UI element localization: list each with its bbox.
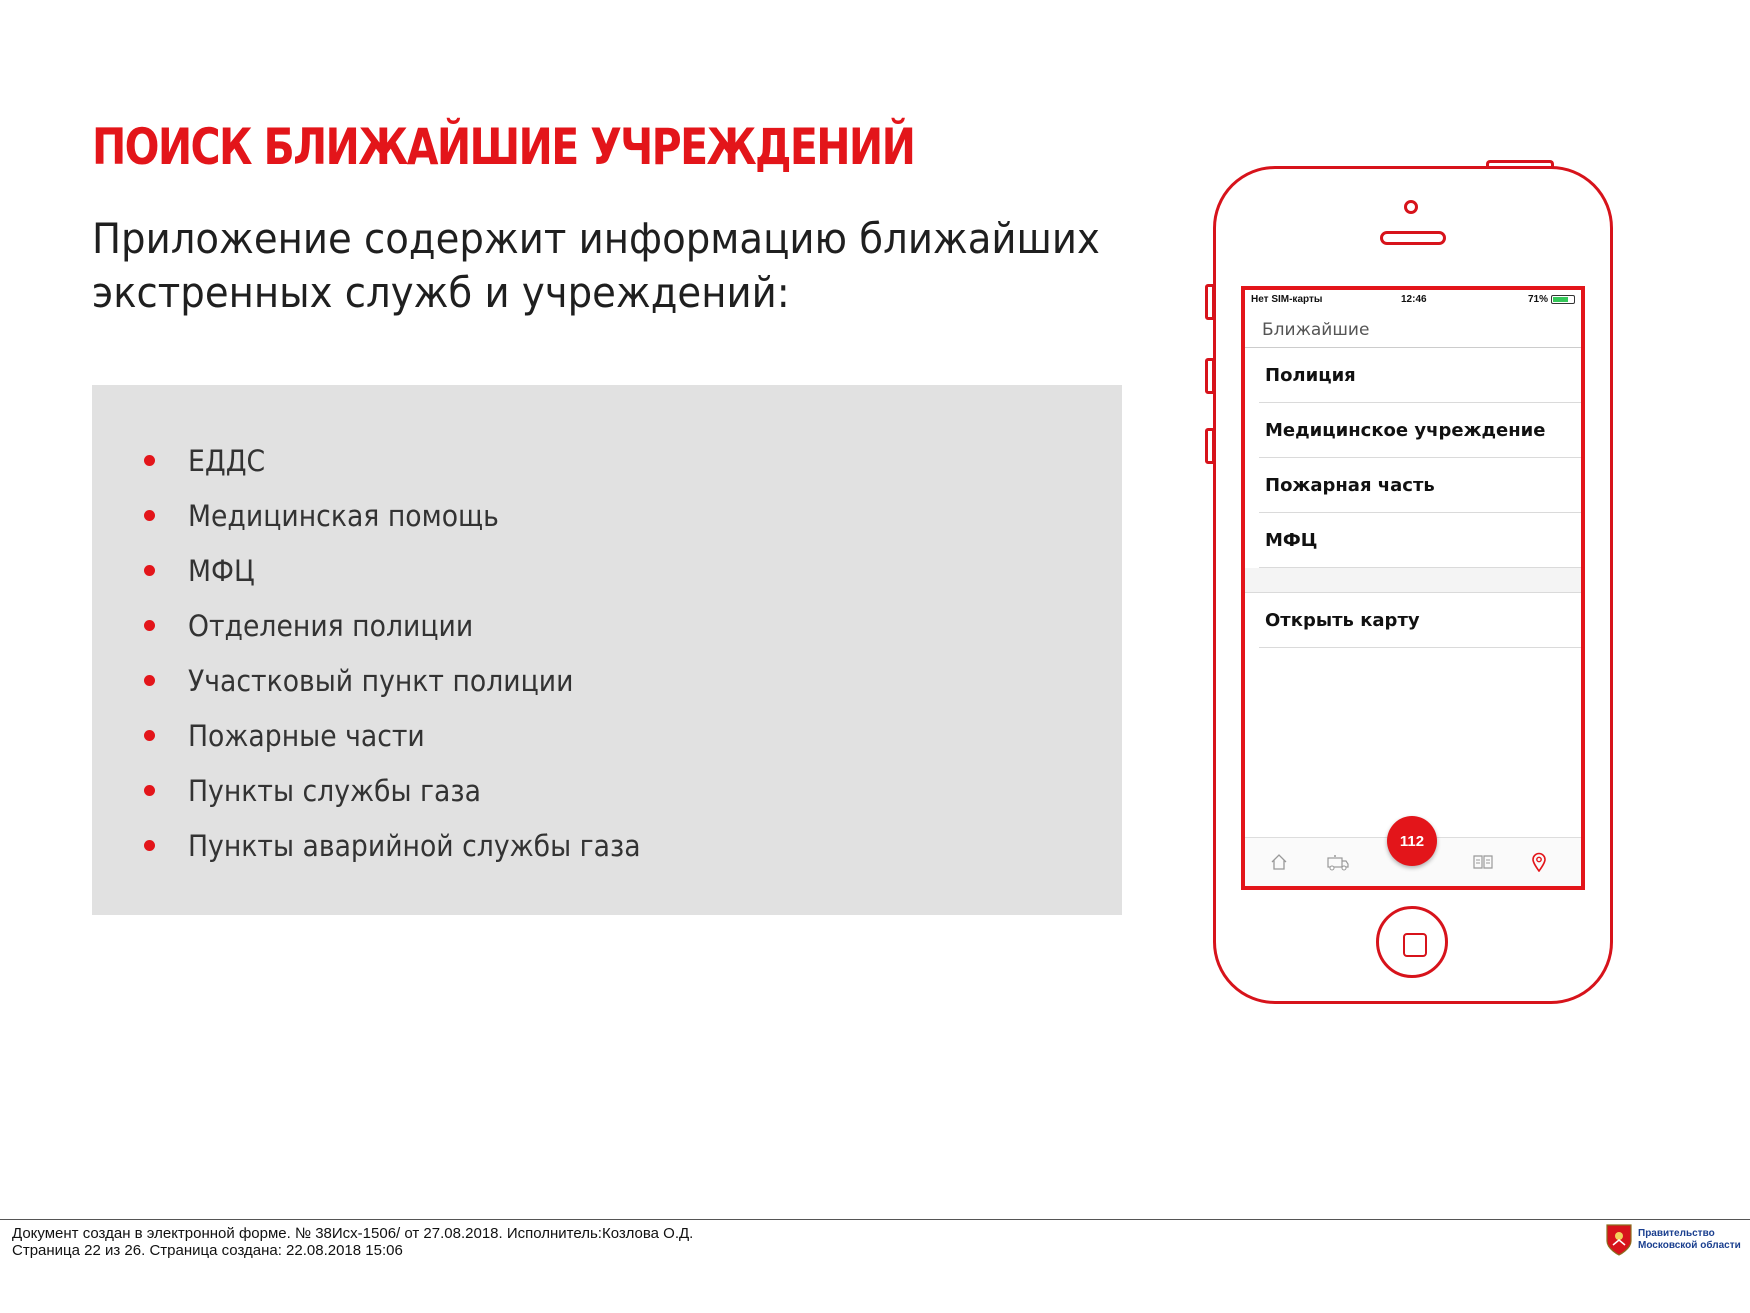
- logo-text: Правительство Московской области: [1638, 1228, 1741, 1251]
- section-gap: [1245, 568, 1581, 593]
- bullet-icon: [144, 510, 155, 521]
- status-carrier: Нет SIM-карты: [1251, 294, 1323, 305]
- tab-bar: [1245, 832, 1581, 886]
- bullet-icon: [144, 620, 155, 631]
- document-footer: [12, 1225, 693, 1259]
- list-item: МФЦ: [144, 543, 680, 598]
- battery-icon: [1551, 295, 1575, 304]
- bullet-icon: [144, 730, 155, 741]
- services-panel: [92, 385, 1122, 915]
- coat-of-arms-icon: [1605, 1223, 1633, 1257]
- footer-line-1: Документ создан в электронной форме. № 38Исх-1506/ от 27.08.2018. Исполнитель:Козлова О.Д.: [12, 1225, 694, 1242]
- list-item: Медицинская помощь: [144, 488, 680, 543]
- footer-line-2: Страница 22 из 26. Страница создана: 22.08.2018 15:06: [12, 1242, 403, 1259]
- government-logo: [1605, 1223, 1741, 1257]
- list-item: Пункты аварийной службы газа: [144, 818, 680, 873]
- bullet-icon: [144, 455, 155, 466]
- list-item: Пожарные части: [144, 708, 680, 763]
- slide-subtitle: [92, 212, 1104, 320]
- list-item: Отделения полиции: [144, 598, 680, 653]
- location-pin-icon[interactable]: [1529, 852, 1549, 872]
- status-bar: [1251, 294, 1575, 308]
- bullet-icon: [144, 675, 155, 686]
- phone-home-button: [1376, 906, 1448, 978]
- phone-speaker: [1380, 231, 1446, 245]
- menu-item-mfc[interactable]: МФЦ: [1259, 513, 1581, 568]
- status-battery: [1528, 294, 1575, 305]
- open-map-button[interactable]: Открыть карту: [1259, 593, 1581, 648]
- list-item: Пункты службы газа: [144, 763, 680, 818]
- footer-divider: [0, 1219, 1750, 1220]
- bullet-icon: [144, 785, 155, 796]
- nav-title: Ближайшие: [1262, 320, 1370, 340]
- phone-camera-icon: [1404, 200, 1418, 214]
- subtitle-line: экстренных служб и учреждений:: [92, 268, 790, 317]
- menu-item-police[interactable]: Полиция: [1259, 348, 1581, 403]
- services-list: [144, 433, 680, 873]
- subtitle-line: Приложение содержит информацию ближайших: [92, 214, 1100, 263]
- bullet-icon: [144, 840, 155, 851]
- list-item: Участковый пункт полиции: [144, 653, 680, 708]
- book-icon[interactable]: [1471, 852, 1495, 872]
- bullet-icon: [144, 565, 155, 576]
- emergency-112-button[interactable]: 112: [1387, 816, 1437, 866]
- menu-item-medical[interactable]: Медицинское учреждение: [1259, 403, 1581, 458]
- phone-screen: [1241, 286, 1585, 890]
- list-item: ЕДДС: [144, 433, 680, 488]
- home-icon[interactable]: [1269, 852, 1289, 872]
- status-time: 12:46: [1401, 294, 1427, 305]
- ambulance-icon[interactable]: [1325, 852, 1351, 872]
- slide-title: ПОИСК БЛИЖАЙШИЕ УЧРЕЖДЕНИЙ: [92, 118, 915, 176]
- battery-percent: 71%: [1527, 294, 1548, 305]
- nearby-menu: [1245, 348, 1581, 648]
- menu-item-fire[interactable]: Пожарная часть: [1259, 458, 1581, 513]
